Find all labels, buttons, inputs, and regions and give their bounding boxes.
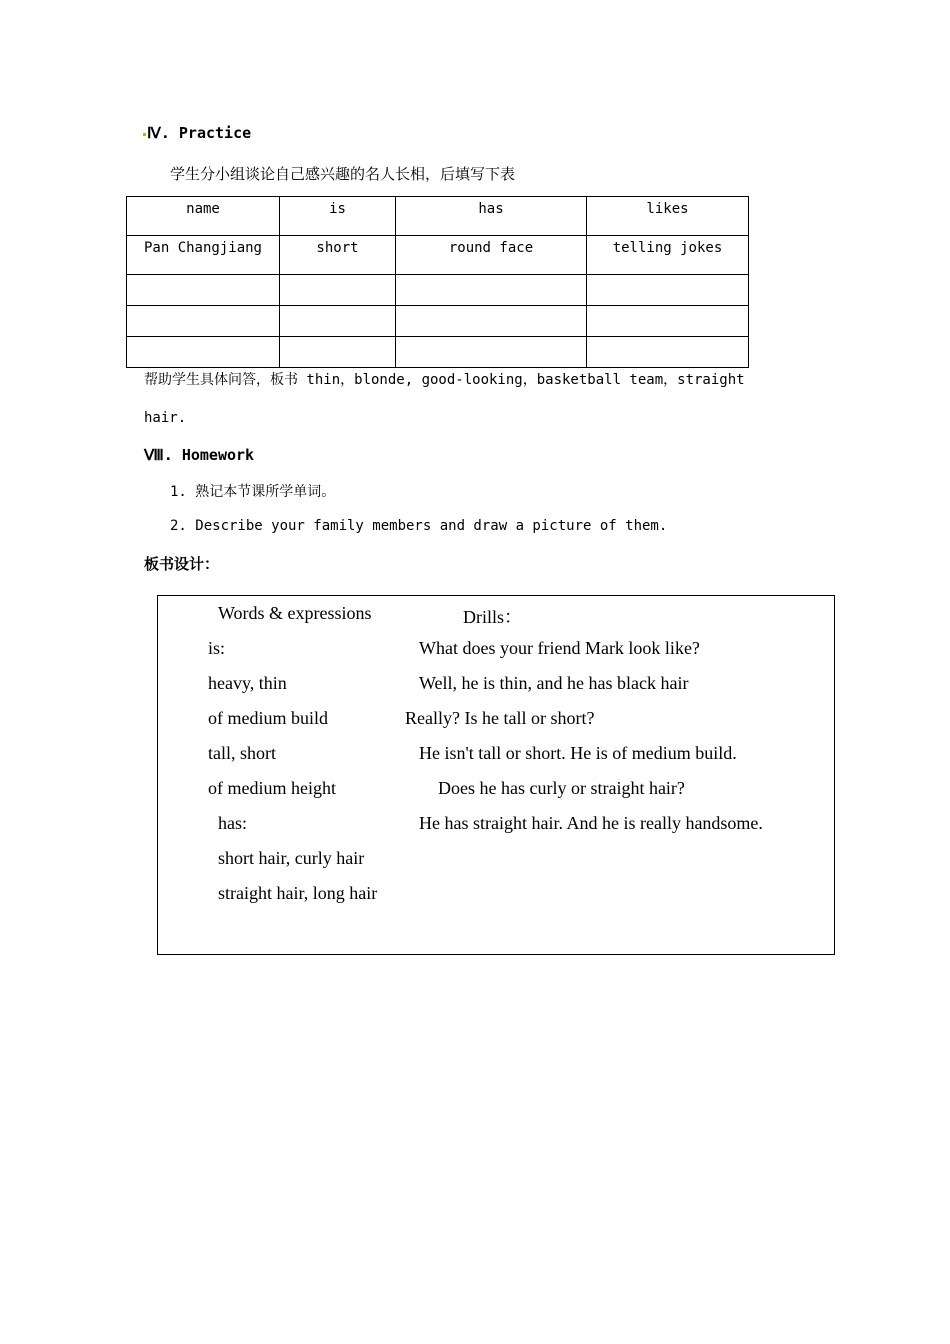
table-cell: [396, 275, 587, 306]
table-cell: short: [280, 236, 396, 275]
table-cell: [396, 306, 587, 337]
drill-line: Well, he is thin, and he has black hair: [419, 673, 689, 693]
help-text-line1: 帮助学生具体问答，板书 thin，blonde, good-looking，basketball team，straight: [144, 372, 745, 388]
table-cell: [280, 275, 396, 306]
table-header-row: [127, 197, 749, 236]
practice-instruction: 学生分小组谈论自己感兴趣的名人长相，后填写下表: [170, 167, 516, 183]
word-item: has:: [218, 813, 247, 833]
table-cell: [587, 337, 749, 368]
word-item: short hair, curly hair: [218, 848, 365, 868]
homework-item-1: 1. 熟记本节课所学单词。: [170, 484, 336, 500]
table-cell: [396, 337, 587, 368]
table-cell: [280, 306, 396, 337]
table-row: [127, 236, 749, 275]
column-header: has: [396, 197, 587, 236]
homework-item-2: 2. Describe your family members and draw a picture of them.: [170, 518, 668, 534]
table-row: [127, 275, 749, 306]
word-item: tall, short: [208, 743, 276, 763]
table-row: [127, 337, 749, 368]
column-header: likes: [587, 197, 749, 236]
column-header: name: [127, 197, 280, 236]
table-cell: [587, 275, 749, 306]
drill-line: Does he has curly or straight hair?: [438, 778, 685, 798]
word-item: of medium height: [208, 778, 336, 798]
word-item: heavy, thin: [208, 673, 287, 693]
practice-table: [126, 196, 749, 368]
help-text-line2: hair.: [144, 410, 187, 426]
practice-heading: Ⅳ. Practice: [147, 124, 252, 142]
words-expressions-title: Words & expressions: [218, 603, 372, 623]
table-cell: [587, 306, 749, 337]
drill-line: What does your friend Mark look like?: [419, 638, 700, 658]
table-row: [127, 306, 749, 337]
table-cell: [127, 306, 280, 337]
table-cell: Pan Changjiang: [127, 236, 280, 275]
drill-line: Really? Is he tall or short?: [405, 708, 595, 728]
table-cell: round face: [396, 236, 587, 275]
word-item: is:: [208, 638, 226, 658]
column-header: is: [280, 197, 396, 236]
drill-line: He has straight hair. And he is really handsome.: [419, 813, 763, 833]
table-cell: [127, 337, 280, 368]
word-item: of medium build: [208, 708, 328, 728]
drills-title: Drills：: [463, 607, 523, 627]
board-design-box: [157, 595, 835, 955]
word-item: straight hair, long hair: [218, 883, 378, 903]
board-design-heading: 板书设计：: [144, 557, 220, 573]
table-cell: telling jokes: [587, 236, 749, 275]
bullet-marker: [143, 133, 146, 136]
table-cell: [280, 337, 396, 368]
homework-heading: Ⅷ. Homework: [144, 446, 255, 464]
table-cell: [127, 275, 280, 306]
drill-line: He isn't tall or short. He is of medium build.: [419, 743, 737, 763]
